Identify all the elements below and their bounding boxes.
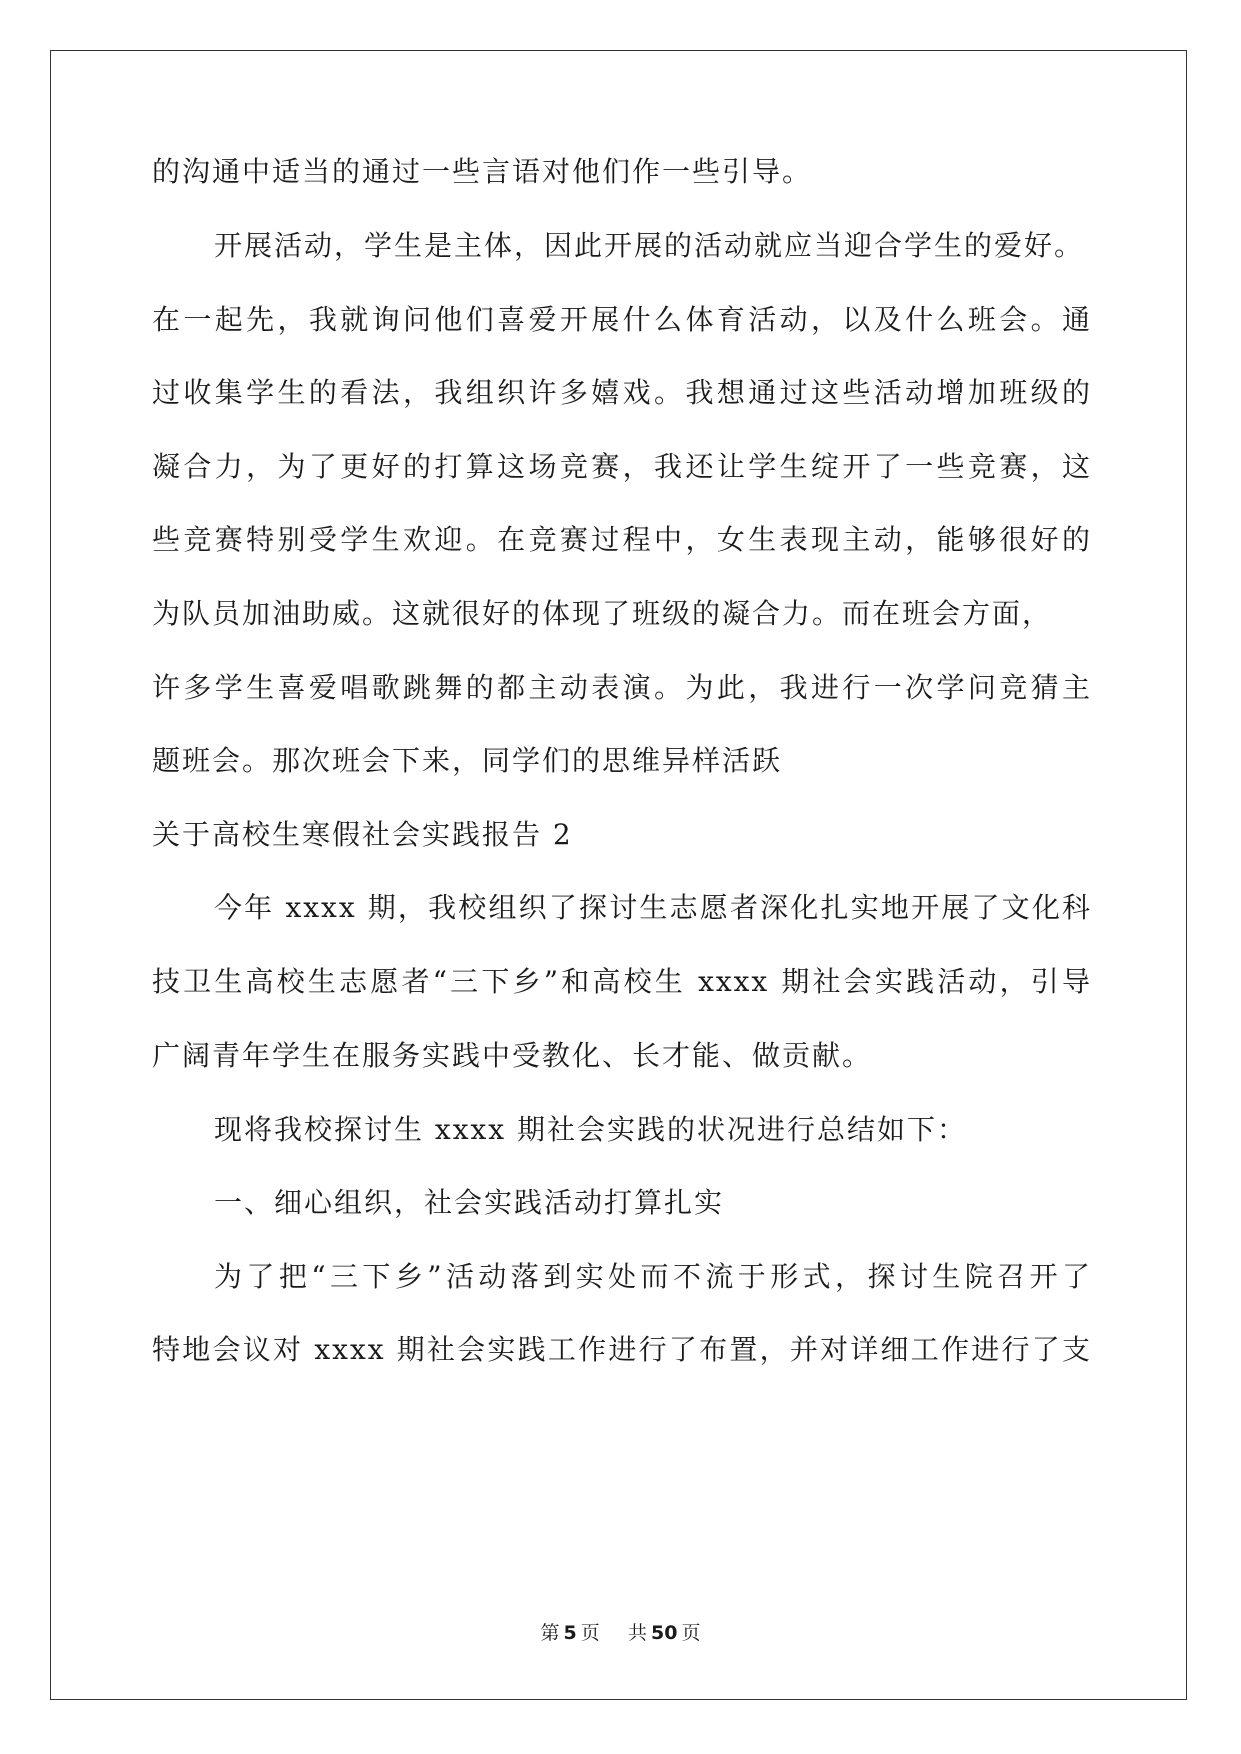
footer-total-prefix: 共 [627, 1622, 647, 1644]
section-heading: 关于高校生寒假社会实践报告 2 [152, 818, 573, 851]
text-line-13: 广阔青年学生在服务实践中受教化、长才能、做贡献。 [152, 1039, 873, 1072]
page-border [50, 50, 1187, 1700]
text-line-2: 开展活动，学生是主体，因此开展的活动就应当迎合学生的爱好。 [214, 229, 1085, 262]
text-line-1: 的沟通中适当的通过一些言语对他们作一些引导。 [152, 155, 813, 188]
text-line-9: 题班会。那次班会下来，同学们的思维异样活跃 [152, 744, 783, 777]
text-line-8: 许多学生喜爱唱歌跳舞的都主动表演。为此，我进行一次学问竞猜主 [152, 671, 1092, 704]
text-line-7: 为队员加油助威。这就很好的体现了班级的凝合力。而在班会方面， [152, 597, 1053, 630]
footer-page-prefix: 第 [540, 1622, 560, 1644]
footer-total-pages: 50 [650, 1622, 678, 1644]
page-footer [0, 1618, 1241, 1645]
footer-page-number: 5 [563, 1622, 577, 1644]
text-line-17: 特地会议对 xxxx 期社会实践工作进行了布置，并对详细工作进行了支 [152, 1333, 1092, 1366]
text-line-14: 现将我校探讨生 xxxx 期社会实践的状况进行总结如下： [214, 1113, 967, 1146]
text-line-5: 凝合力，为了更好的打算这场竞赛，我还让学生绽开了一些竞赛，这 [152, 450, 1092, 483]
text-line-11: 今年 xxxx 期，我校组织了探讨生志愿者深化扎实地开展了文化科 [214, 891, 1092, 924]
text-line-3: 在一起先，我就询问他们喜爱开展什么体育活动，以及什么班会。通 [152, 303, 1092, 336]
text-line-6: 些竞赛特别受学生欢迎。在竞赛过程中，女生表现主动，能够很好的 [152, 523, 1092, 556]
text-line-16: 为了把“三下乡”活动落到实处而不流于形式，探讨生院召开了 [214, 1260, 1092, 1293]
footer-total-suffix: 页 [681, 1622, 701, 1644]
text-line-12: 技卫生高校生志愿者“三下乡”和高校生 xxxx 期社会实践活动，引导 [152, 965, 1092, 998]
text-line-4: 过收集学生的看法，我组织许多嬉戏。我想通过这些活动增加班级的 [152, 376, 1092, 409]
footer-page-suffix: 页 [580, 1622, 600, 1644]
text-line-15: 一、细心组织，社会实践活动打算扎实 [214, 1186, 725, 1219]
